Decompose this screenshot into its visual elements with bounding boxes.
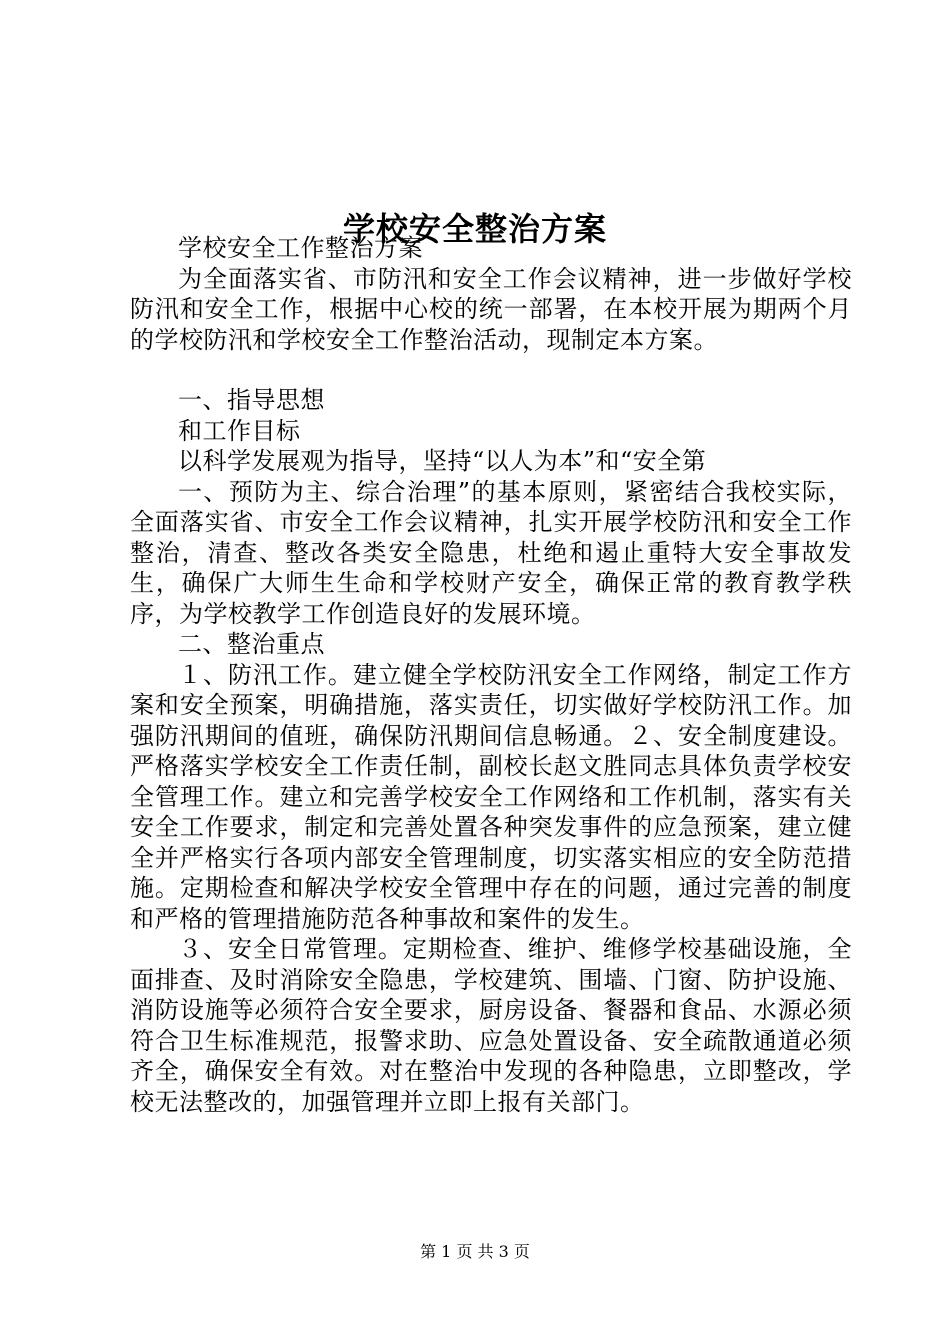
- paragraph-daily-management: ３、安全日常管理。定期检查、维护、维修学校基础设施，全面排查、及时消除安全隐患，学校建筑、围墙、门窗、防护设施、消防设施等必须符合安全要求，厨房设备、餐器和食品、水源必须符合卫生标准规范，报警求助、应急处置设备、安全疏散通道必须齐全，确保安全有效。对在整治中发现的各种隐患，立即整改，学校无法整改的，加强管理并立即上报有关部门。: [130, 935, 852, 1116]
- document-body: [130, 233, 852, 1117]
- document-title: 学校安全整治方案: [342, 210, 607, 249]
- paragraph-principles: 一、预防为主、综合治理”的基本原则，紧密结合我校实际，全面落实省、市安全工作会议精神，扎实开展学校防汛和安全工作整治，清查、整改各类安全隐患，杜绝和遏止重特大安全事故发生，确保广大师生生命和学校财产安全，确保正常的教育教学秩序，为学校教学工作创造良好的发展环境。: [130, 477, 852, 628]
- paragraph-intro: 为全面落实省、市防汛和安全工作会议精神，进一步做好学校防汛和安全工作，根据中心校的统一部署，在本校开展为期两个月的学校防汛和学校安全工作整治活动，现制定本方案。: [130, 264, 852, 354]
- heading-work-goals: 和工作目标: [178, 416, 301, 445]
- paragraph-guiding-principle: 以科学发展观为指导，坚持“以人为本”和“安全第: [178, 447, 707, 475]
- page-number-footer: 第 1 页 共 3 页: [420, 1242, 530, 1261]
- paragraph-subtitle: 学校安全工作整治方案: [178, 234, 423, 262]
- paragraph-flood-and-system: １、防汛工作。建立健全学校防汛安全工作网络，制定工作方案和安全预案，明确措施，落实责任，切实做好学校防汛工作。加强防汛期间的值班，确保防汛期间信息畅通。２、安全制度建设。严格落实学校安全工作责任制，副校长赵文胜同志具体负责学校安全管理工作。建立和完善学校安全工作网络和工作机制，落实有关安全工作要求，制定和完善处置各种突发事件的应急预案，建立健全并严格实行各项内部安全管理制度，切实落实相应的安全防范措施。定期检查和解决学校安全管理中存在的问题，通过完善的制度和严格的管理措施防范各种事故和案件的发生。: [130, 660, 852, 933]
- heading-key-points: 二、整治重点: [178, 630, 325, 658]
- heading-guiding-thought: 一、指导思想: [178, 386, 325, 414]
